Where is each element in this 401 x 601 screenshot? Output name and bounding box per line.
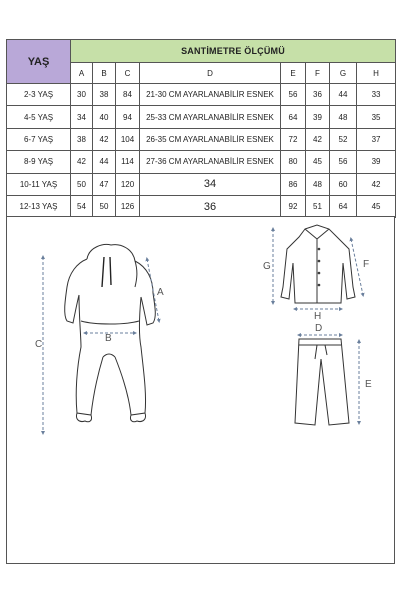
label-d: D	[315, 323, 323, 334]
col-header-e: E	[281, 63, 306, 84]
cell-f: 51	[306, 195, 330, 217]
cell-f: 45	[306, 151, 330, 173]
table-row	[7, 195, 396, 217]
cell-c: 84	[116, 84, 140, 106]
col-header-b: B	[93, 63, 116, 84]
cell-a: 42	[71, 151, 93, 173]
shirt-illustration	[281, 225, 355, 303]
cell-f: 42	[306, 128, 330, 150]
garment-diagram	[6, 216, 395, 564]
cell-a: 38	[71, 128, 93, 150]
cell-h: 37	[357, 128, 396, 150]
cell-f: 39	[306, 106, 330, 128]
label-a: A	[157, 287, 164, 298]
table-row	[7, 128, 396, 150]
cell-c: 104	[116, 128, 140, 150]
cell-h: 33	[357, 84, 396, 106]
cell-d: 34	[140, 173, 281, 195]
cell-c: 114	[116, 151, 140, 173]
cell-d: 27-36 CM AYARLANABİLİR ESNEK	[140, 151, 281, 173]
cell-b: 50	[93, 195, 116, 217]
cell-c: 126	[116, 195, 140, 217]
age-cell: 2-3 YAŞ	[7, 84, 71, 106]
cell-d: 36	[140, 195, 281, 217]
cell-f: 48	[306, 173, 330, 195]
size-chart-sheet	[6, 39, 395, 564]
col-header-c: C	[116, 63, 140, 84]
label-h: H	[314, 311, 322, 322]
age-cell: 12-13 YAŞ	[7, 195, 71, 217]
garment-illustrations	[7, 217, 394, 563]
cell-e: 92	[281, 195, 306, 217]
cell-c: 120	[116, 173, 140, 195]
label-e: E	[365, 379, 372, 390]
cell-b: 44	[93, 151, 116, 173]
cell-a: 50	[71, 173, 93, 195]
cell-g: 44	[330, 84, 357, 106]
col-header-d: D	[140, 63, 281, 84]
age-cell: 8-9 YAŞ	[7, 151, 71, 173]
cell-h: 45	[357, 195, 396, 217]
cell-e: 56	[281, 84, 306, 106]
cell-e: 72	[281, 128, 306, 150]
age-header: YAŞ	[7, 40, 71, 84]
jumpsuit-measure-lines	[43, 257, 159, 433]
age-cell: 10-11 YAŞ	[7, 173, 71, 195]
cell-a: 30	[71, 84, 93, 106]
table-row	[7, 151, 396, 173]
cell-b: 40	[93, 106, 116, 128]
cell-g: 52	[330, 128, 357, 150]
age-cell: 6-7 YAŞ	[7, 128, 71, 150]
pants-measure-lines	[299, 335, 359, 423]
table-row	[7, 84, 396, 106]
cell-g: 48	[330, 106, 357, 128]
cell-d: 21-30 CM AYARLANABİLİR ESNEK	[140, 84, 281, 106]
cell-e: 64	[281, 106, 306, 128]
label-f: F	[363, 259, 370, 270]
col-header-f: F	[306, 63, 330, 84]
cell-e: 80	[281, 151, 306, 173]
label-g: G	[263, 261, 271, 272]
table-row	[7, 173, 396, 195]
cell-d: 26-35 CM AYARLANABİLİR ESNEK	[140, 128, 281, 150]
cell-a: 54	[71, 195, 93, 217]
age-cell: 4-5 YAŞ	[7, 106, 71, 128]
cell-f: 36	[306, 84, 330, 106]
cell-b: 38	[93, 84, 116, 106]
col-header-a: A	[71, 63, 93, 84]
cell-c: 94	[116, 106, 140, 128]
label-b: B	[105, 333, 112, 344]
cell-b: 42	[93, 128, 116, 150]
shirt-measure-lines	[273, 229, 363, 309]
pants-illustration	[295, 339, 349, 425]
table-title: SANTİMETRE ÖLÇÜMÜ	[71, 40, 396, 63]
label-c: C	[35, 339, 43, 350]
col-header-h: H	[357, 63, 396, 84]
cell-g: 56	[330, 151, 357, 173]
cell-g: 60	[330, 173, 357, 195]
cell-g: 64	[330, 195, 357, 217]
cell-h: 42	[357, 173, 396, 195]
cell-h: 35	[357, 106, 396, 128]
cell-d: 25-33 CM AYARLANABİLİR ESNEK	[140, 106, 281, 128]
cell-b: 47	[93, 173, 116, 195]
cell-a: 34	[71, 106, 93, 128]
cell-h: 39	[357, 151, 396, 173]
col-header-g: G	[330, 63, 357, 84]
size-table	[6, 39, 396, 218]
cell-e: 86	[281, 173, 306, 195]
table-row	[7, 106, 396, 128]
